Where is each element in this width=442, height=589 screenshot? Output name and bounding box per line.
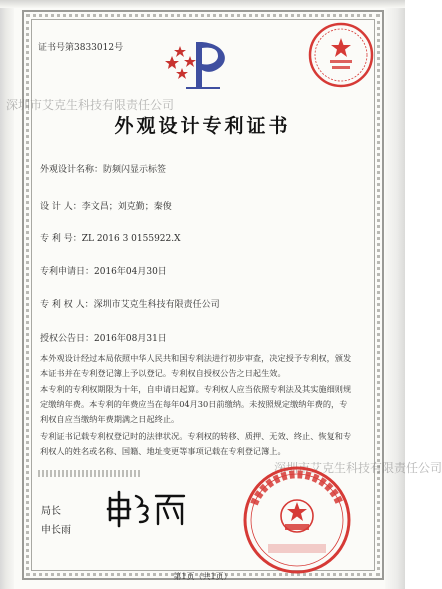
design-name-field: 外观设计名称：防频闪显示标签 [40, 165, 167, 175]
director-title: 局长 [41, 506, 61, 517]
scan-edge-top [0, 0, 405, 8]
company-stamp-icon [306, 20, 376, 90]
page-footer: 第1页（共1页） [173, 572, 232, 581]
body-paragraph: 本外观设计经过本局依照中华人民共和国专利法进行初步审查，决定授予专利权，颁发本证书并在专利登记簿上予以登记。专利权自授权公告之日起生效。 [40, 353, 352, 378]
grant-date-field: 授权公告日：2016年08月31日 [40, 334, 167, 344]
scan-edge-right [385, 0, 405, 589]
sipo-logo-icon [166, 36, 240, 94]
designers-field: 设 计 人：李文昌；刘克勤；秦俊 [40, 202, 172, 212]
application-date-field: 专利申请日：2016年04月30日 [40, 267, 167, 277]
divider-ornament [38, 470, 140, 477]
watermark-text: 深圳市艾克生科技有限责任公司 [6, 98, 175, 112]
patent-number-field: 专 利 号：ZL 2016 3 0155922.X [40, 234, 181, 244]
patentee-field: 专 利 权 人：深圳市艾克生科技有限责任公司 [40, 300, 220, 310]
director-name: 申长雨 [41, 525, 71, 536]
director-signature-icon [104, 488, 188, 528]
certificate-number: 证书号第3833012号 [38, 43, 124, 53]
certificate-title: 外观设计专利证书 [114, 115, 291, 137]
watermark-text: 深圳市艾克生科技有限责任公司 [274, 461, 442, 475]
body-paragraph: 专利证书记载专利权登记时的法律状况。专利权的转移、质押、无效、终止、恢复和专利权人的姓名或名称、国籍、地址变更等事项记载在专利登记簿上。 [40, 431, 352, 456]
scan-edge-left [0, 0, 14, 589]
official-seal-icon [230, 458, 364, 568]
body-paragraph: 本专利的专利权期限为十年，自申请日起算。专利权人应当依照专利法及其实施细则规定缴纳年费。本专利的年费应当在每年04月30日前缴纳。未按照规定缴纳年费的，专利权自应当缴纳年费期满之日起终止。 [40, 384, 352, 424]
